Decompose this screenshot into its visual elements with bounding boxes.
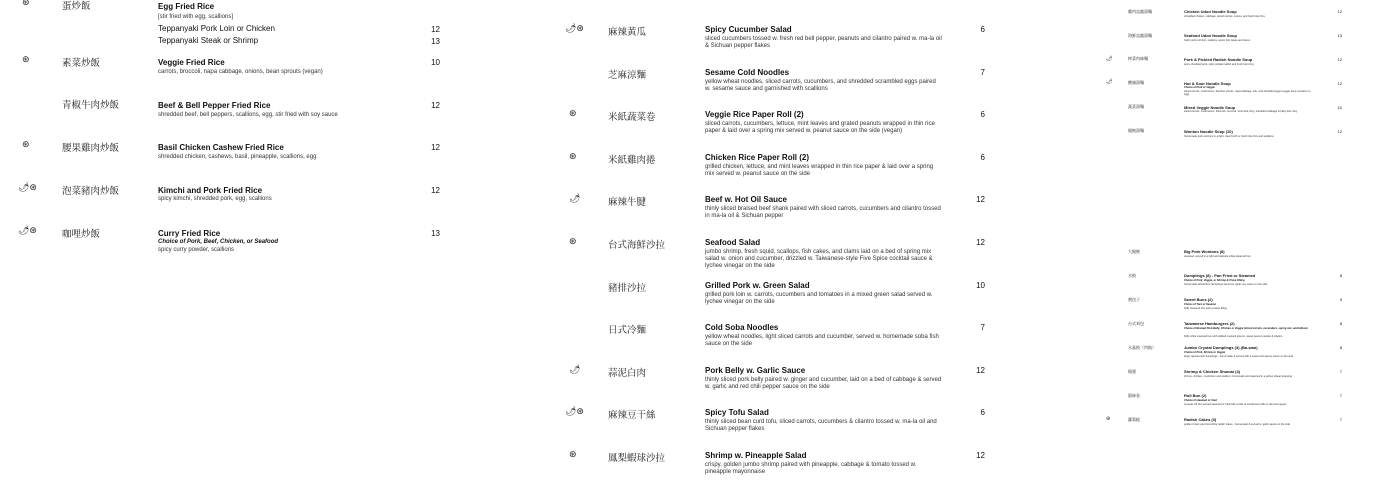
menu-item-name: Roll Bun (2) <box>1184 393 1207 398</box>
vegetarian-option-icon: ⊛ <box>1106 416 1111 422</box>
menu-item-price: 12 <box>1337 9 1342 14</box>
menu-item-name: Taiwanese Hamburgers (2) <box>1184 321 1235 326</box>
menu-item-price: 6 <box>980 110 985 119</box>
menu-item-price: 12 <box>976 195 985 204</box>
menu-item-description: sliced cucumbers tossed w. fresh red bell pepper, peanuts and cilantro paired w. ma-la oil & Sichuan pepper flakes <box>705 36 942 49</box>
menu-item-name: Shrimp w. Pineapple Salad <box>705 451 807 460</box>
menu-item-price: 13 <box>1337 33 1342 38</box>
menu-item-name: Seafood Salad <box>705 238 761 247</box>
menu-item-chinese-name: 青椒牛肉炒飯 <box>62 100 120 111</box>
menu-item-name: Dumplings (8) - Pan Fried or Steamed <box>1184 273 1256 278</box>
menu-item-chinese-name: 麻辣黃瓜 <box>608 27 647 38</box>
menu-item-description: carrots, broccoli, napa cabbage, onions, bean sprouts (vegan) <box>158 69 323 75</box>
menu-item-description: homemade pork wontons in a light, clear broth w. fresh bok choy and scallions <box>1184 135 1274 138</box>
menu-item-description: golden brown pan-fried white radish cakes - homemade & served w. garlic sauce on the side <box>1184 423 1290 426</box>
menu-item-name: Mixed Veggie Noodle Soup <box>1184 105 1236 110</box>
menu-item-name: Spicy Cucumber Salad <box>705 25 792 34</box>
menu-item-price: 12 <box>431 101 440 110</box>
menu-item-chinese-name: 割包子 <box>1128 297 1140 302</box>
menu-item-chinese-name: 海鮮烏龍湯麵 <box>1128 33 1152 38</box>
menu-item-name: Jumbo Crystal Dumplings (3) (Ba-wan) <box>1184 345 1258 350</box>
vegetarian-option-icon: ⊛ <box>22 0 30 8</box>
menu-item-choice-note: Choice of steamed or fried <box>1184 399 1217 402</box>
menu-item-price: 12 <box>431 143 440 152</box>
menu-item-chinese-name: 芝麻涼麵 <box>608 70 647 81</box>
menu-item-option: Teppanyaki Pork Loin or Chicken <box>158 24 275 33</box>
menu-item-price: 7 <box>980 323 985 332</box>
menu-item-choice-note: Choice of Pork, Veggie, or Shrimp & Chive Filling <box>1184 279 1245 282</box>
menu-item-chinese-name: 泡菜豬肉炒飯 <box>62 186 120 197</box>
menu-item-price: 7 <box>980 68 985 77</box>
menu-item-name: Veggie Fried Rice <box>158 58 225 67</box>
menu-item-name: Hot & Sour Noodle Soup <box>1184 81 1231 86</box>
menu-item-chinese-name: 鳳梨蝦球沙拉 <box>608 453 666 464</box>
menu-item-name: Grilled Pork w. Green Salad <box>705 281 810 290</box>
vegetarian-option-icon: ⊛ <box>22 55 30 65</box>
menu-item-price: 13 <box>431 229 440 238</box>
menu-item-description: yellow wheat noodles, light sliced carrots and cucumber, served w. homemade soba fish sauce on the side <box>705 334 939 347</box>
menu-item-description: jumbo shrimp, fresh squid, scallops, fish cakes, and clams laid on a bed of spring mix salad w. onion and cucumber, drizzled w. Taiwanese-style Five Spice cocktail sauce & lychee vinegar on the side <box>705 249 933 269</box>
menu-item-chinese-name: 銀絲卷 <box>1128 393 1140 398</box>
menu-item-price: 12 <box>1337 57 1342 62</box>
menu-item-name: Beef w. Hot Oil Sauce <box>705 195 787 204</box>
menu-item-name: Chicken Udon Noodle Soup <box>1184 9 1237 14</box>
menu-item-price: 12 <box>976 238 985 247</box>
vegetarian-option-icon: ⊛ <box>22 140 30 150</box>
menu-item-description: fresh jumbo shrimp, scallops, squid, fish cakes and clams <box>1184 39 1251 42</box>
menu-item-description: spicy shredded pork, spicy pickled radish and fresh bok choy <box>1184 63 1254 66</box>
menu-item-chinese-name: 米紙蔬菜卷 <box>608 112 656 123</box>
spicy-vegetarian-icon: 🌶⊛ <box>565 407 584 417</box>
menu-item-price: 12 <box>1337 81 1342 86</box>
menu-item-name: Spicy Tofu Salad <box>705 408 769 417</box>
vegetarian-option-icon: ⊛ <box>569 152 577 162</box>
menu-item-name: Sesame Cold Noodles <box>705 68 790 77</box>
menu-item-description: grilled chicken, lettuce, and mint leaves wrapped in thin rice paper & laid over a spring mix served w. peanut sauce on the side <box>705 164 934 177</box>
spicy-icon: 🌶 <box>569 194 581 204</box>
menu-item-name: Shrimp & Chicken Shumai (4) <box>1184 369 1241 374</box>
menu-item-chinese-name: 燒賣 <box>1128 369 1136 374</box>
vegetarian-option-icon: ⊛ <box>569 109 577 119</box>
menu-item-option: Teppanyaki Steak or Shrimp <box>158 36 259 45</box>
menu-item-name: Cold Soba Noodles <box>705 323 779 332</box>
menu-item-price: 6 <box>980 153 985 162</box>
salads-panel <box>560 0 1000 500</box>
menu-item-chinese-name: 日式冷麵 <box>608 325 647 336</box>
menu-item-choice-note: Choice of Taro or Sesame <box>1184 303 1216 306</box>
menu-item-price: 6 <box>980 408 985 417</box>
menu-item-chinese-name: 台式刈包 <box>1128 321 1144 326</box>
vegetarian-option-icon: ⊛ <box>569 450 577 460</box>
menu-item-name: Basil Chicken Cashew Fried Rice <box>158 143 284 152</box>
menu-item-description: thinly sliced braised beef shank paired with sliced carrots, cucumbers and cilantro tossed in ma-la oil & Sichuan pepper <box>705 206 941 219</box>
menu-item-name: Veggie Rice Paper Roll (2) <box>705 110 804 119</box>
menu-item-description: grilled pork loin w. carrots, cucumbers and tomatoes in a mixed green salad served w. lychee vinegar on the side <box>705 292 933 305</box>
menu-item-chinese-name: 酸辣湯麵 <box>1128 80 1144 85</box>
spicy-icon: 🌶 <box>1106 56 1113 62</box>
menu-item-name: Egg Fried Rice <box>158 2 215 11</box>
menu-item-description: thinly sliced bean curd tofu, sliced carrots, cucumbers & cilantro tossed w. ma-la oil and Sichuan pepper flakes <box>705 419 937 432</box>
spicy-icon: 🌶 <box>569 365 581 375</box>
menu-item-name: Beef & Bell Pepper Fried Rice <box>158 101 271 110</box>
menu-item-choice-note: Choice of Pork or Veggie <box>1184 86 1215 89</box>
spicy-vegetarian-icon: 🌶⊛ <box>18 183 37 193</box>
menu-item-name: Pork Belly w. Garlic Sauce <box>705 366 806 375</box>
menu-item-choice-note: Choice of Pork, Beef, Chicken, or Seafood <box>158 239 279 245</box>
menu-item-description: A sweet roll bun served steamed or fried with a side of condensed milk or salt and pepper <box>1184 403 1287 406</box>
menu-item-description: shredded chicken, cabbage, sliced carrots, onions, and fresh bok choy <box>1184 15 1265 18</box>
vegetarian-option-icon: ⊛ <box>569 237 577 247</box>
menu-item-price: 12 <box>976 451 985 460</box>
menu-item-chinese-name: 榨菜肉絲麵 <box>1128 56 1148 61</box>
menu-item-description: crispy, golden jumbo shrimp paired with pineapple, cabbage & tomato tossed w. pineapple mayonnaise <box>705 462 917 475</box>
spicy-icon: 🌶 <box>1106 79 1113 85</box>
menu-item-price: 12 <box>1337 129 1342 134</box>
menu-item-description: shredded chicken, cashews, basil, pineapple, scallions, egg <box>158 154 317 160</box>
menu-item-chinese-name: 水晶餃（肉餡） <box>1128 345 1156 350</box>
menu-item-description: spicy kimchi, shredded pork, egg, scallions <box>158 196 272 202</box>
spicy-vegetarian-icon: 🌶⊛ <box>18 226 37 236</box>
menu-item-description: sliced carrots, mushrooms, bamboo shoots, napa cabbage, tofu, and shredded eggs (veggie soup contains no egg) <box>1184 90 1311 97</box>
menu-item-name: Big Pork Wontons (8) <box>1184 249 1225 254</box>
menu-item-price: 7 <box>1339 393 1342 398</box>
menu-item-choice-note: Choice of Braised Pork Belly, Chicken or Veggie (sliced carrots, cucumbers, spring mix, and lettuce) <box>1184 327 1308 330</box>
menu-item-chinese-name: 咖哩炒飯 <box>62 229 101 240</box>
menu-item-chinese-name: 蛋炒飯 <box>62 1 91 12</box>
menu-item-choice-note: Choice of Pork, Shrimp or Veggie <box>1184 351 1226 354</box>
menu-item-price: 10 <box>976 281 985 290</box>
menu-item-chinese-name: 麻辣豆干絲 <box>608 410 656 421</box>
menu-item-chinese-name: 餛飩湯麵 <box>1128 128 1144 133</box>
menu-item-description: large, tapioca skin dumplings - homemade & served with a sweet and savory sauce on the side <box>1184 355 1294 358</box>
menu-item-chinese-name: 蒜泥白肉 <box>608 368 647 379</box>
menu-item-price: 8 <box>1339 273 1342 278</box>
menu-item-description: shredded beef, bell peppers, scallions, egg, stir fried with soy sauce <box>158 112 338 118</box>
menu-item-price: 8 <box>1339 345 1342 350</box>
menu-item-chinese-name: 麻辣牛腱 <box>608 197 647 208</box>
menu-item-chinese-name: 素菜炒飯 <box>62 58 101 69</box>
fried-rice-panel <box>0 0 460 500</box>
menu-item-price: 10 <box>431 58 440 67</box>
menu-item-name: Radish Cakes (3) <box>1184 417 1217 422</box>
menu-item-chinese-name: 蘿蔔糕 <box>1128 417 1140 422</box>
menu-item-description: fluffy white steamed bun with pickled mustard greens, sweet peanut powder & cilantro <box>1184 335 1283 338</box>
menu-item-price: 7 <box>1339 369 1342 374</box>
menu-item-chinese-name: 豬排沙拉 <box>608 283 647 294</box>
menu-item-description: steamed, served in a light and delicate white steamed bun <box>1184 255 1251 258</box>
menu-item-description: [stir fried with egg, scallions] <box>158 14 234 20</box>
menu-item-description: yellow wheat noodles, sliced carrots, cucumbers, and shredded scrambled eggs paired w. sesame sauce and garnished with scallions <box>705 79 936 92</box>
menu-item-price: 12 <box>431 25 440 34</box>
menu-item-name: Sweet Buns (2) <box>1184 297 1213 302</box>
menu-item-name: Wonton Noodle Soup (10) <box>1184 129 1233 134</box>
menu-item-description: shrimp, chicken, mushroom and scallion, homemade and steamed in a yellow wheat wrapping <box>1184 375 1292 378</box>
menu-item-chinese-name: 水餃 <box>1128 273 1136 278</box>
menu-item-chinese-name: 米紙雞肉捲 <box>608 155 656 166</box>
menu-item-description: fluffy steamed bun with a sweet filling <box>1184 307 1227 310</box>
menu-item-price: 12 <box>976 366 985 375</box>
menu-item-chinese-name: 腰果雞肉炒飯 <box>62 143 120 154</box>
soups-appetizers-panel <box>1100 0 1350 500</box>
menu-item-description: thinly sliced pork belly paired w. ginger and cucumber, laid on a bed of cabbage & served w. garlic and red chili pepper sauce on the side <box>705 377 942 390</box>
menu-item-description: homemade wheat flour dumplings served w. garlic soy sauce on the side <box>1184 283 1268 286</box>
menu-item-name: Curry Fried Rice <box>158 229 221 238</box>
menu-item-price: 6 <box>980 25 985 34</box>
menu-item-chinese-name: 台式海鮮沙拉 <box>608 240 666 251</box>
menu-item-price: 10 <box>1337 105 1342 110</box>
menu-item-chinese-name: 雞肉烏龍湯麵 <box>1128 9 1152 14</box>
menu-item-name: Chicken Rice Paper Roll (2) <box>705 153 810 162</box>
menu-item-description: spicy curry powder, scallions <box>158 247 235 253</box>
menu-item-name: Seafood Udon Noodle Soup <box>1184 33 1237 38</box>
menu-item-price: 12 <box>431 186 440 195</box>
menu-item-description: sliced carrots, cucumbers, lettuce, mint leaves and grated peanuts wrapped in thin rice paper & laid over a spring mix served w. peanut sauce on the side (vegan) <box>705 121 935 134</box>
menu-item-name: Pork & Pickled Radish Noodle Soup <box>1184 57 1253 62</box>
menu-item-chinese-name: 蔬菜湯麵 <box>1128 104 1144 109</box>
menu-item-price: 13 <box>431 37 440 46</box>
menu-item-chinese-name: 大餛飩 <box>1128 249 1140 254</box>
menu-item-price: 7 <box>1339 417 1342 422</box>
menu-item-price: 8 <box>1339 321 1342 326</box>
menu-item-name: Kimchi and Pork Fried Rice <box>158 186 263 195</box>
menu-item-description: sliced carrots, mushrooms, fried tofu, broccoli, fresh bok choy, shredded cabbage & baby bok choy <box>1184 110 1298 113</box>
menu-item-price: 5 <box>1339 297 1342 302</box>
spicy-vegetarian-icon: 🌶⊛ <box>565 24 584 34</box>
